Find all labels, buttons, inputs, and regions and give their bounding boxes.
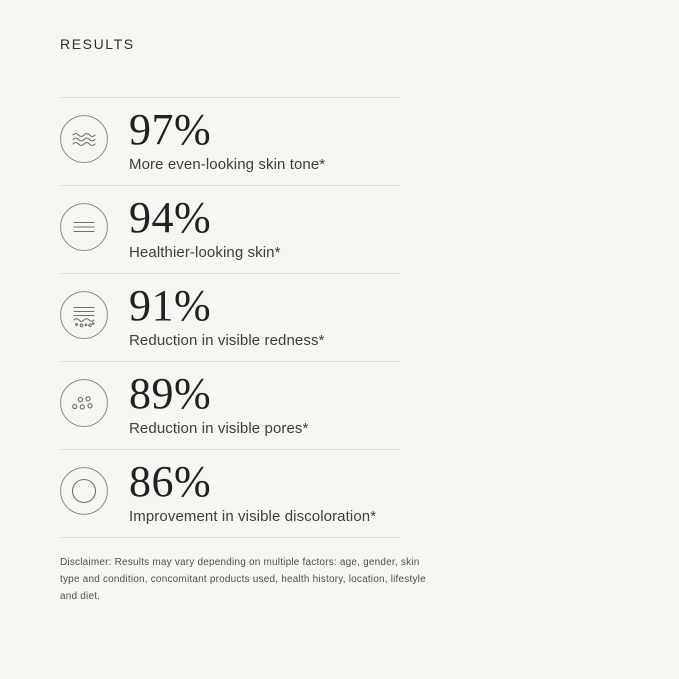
result-label: Improvement in visible discoloration* [129,507,377,525]
result-row [60,97,400,185]
result-percent: 89% [129,368,212,418]
disclaimer-text: Disclaimer: Results may vary depending on multiple factors: age, gender, skin type and condition, concomitant products used, health history, location, lifestyle and diet. [60,557,426,602]
redness-icon [60,291,108,339]
pores-icon [60,379,108,427]
result-row [60,185,400,273]
result-row [60,361,400,449]
results-list [60,97,400,538]
discoloration-icon [60,467,108,515]
page-title: RESULTS [60,36,135,52]
result-percent: 94% [129,192,212,242]
result-label: Reduction in visible pores* [129,419,309,437]
result-row [60,449,400,537]
result-label: More even-looking skin tone* [129,155,326,173]
layers-icon [60,203,108,251]
result-percent: 91% [129,280,212,330]
result-label: Healthier-looking skin* [129,243,281,261]
result-row [60,273,400,361]
result-percent: 97% [129,104,212,154]
result-label: Reduction in visible redness* [129,331,325,349]
waves-icon [60,115,108,163]
result-percent: 86% [129,456,212,506]
